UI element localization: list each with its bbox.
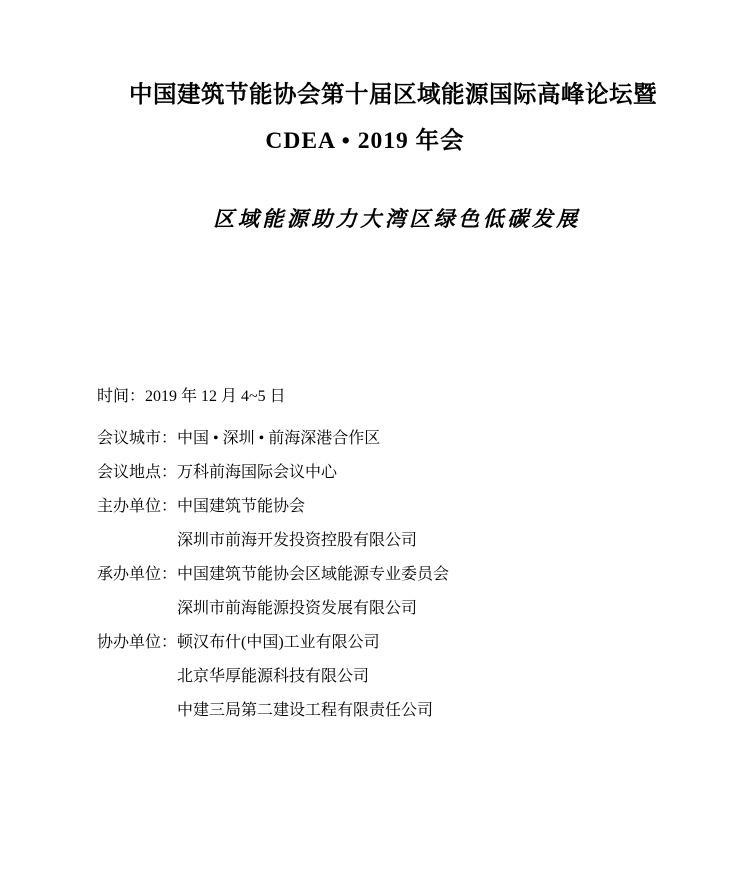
coorganizer-label: 协办单位： xyxy=(97,634,178,651)
organizer-value-1: 中国建筑节能协会区域能源专业委员会 xyxy=(177,566,450,583)
organizer-label: 承办单位： xyxy=(97,566,178,583)
city-values xyxy=(177,422,380,456)
host-value-2: 深圳市前海开发投资控股有限公司 xyxy=(177,532,418,549)
host-values xyxy=(177,490,417,558)
venue-label: 会议地点： xyxy=(97,464,178,481)
info-row-city xyxy=(97,422,756,456)
venue-values xyxy=(177,456,337,490)
title-line-2: CDEA • 2019 年会 xyxy=(265,128,465,154)
title-line-1: 中国建筑节能协会第十届区域能源国际高峰论坛暨 xyxy=(129,82,657,108)
coorganizer-value-3: 中建三局第二建设工程有限责任公司 xyxy=(177,702,434,719)
coorganizer-value-2: 北京华厚能源科技有限公司 xyxy=(177,668,370,685)
organizer-value-2: 深圳市前海能源投资发展有限公司 xyxy=(177,600,418,617)
info-row-venue xyxy=(97,456,756,490)
info-row-time xyxy=(97,380,756,414)
info-row-host xyxy=(97,490,756,558)
coorganizer-value-1: 顿汉布什(中国)工业有限公司 xyxy=(177,634,380,651)
time-label: 时间： xyxy=(97,388,146,405)
document-subtitle: 区域能源助力大湾区绿色低碳发展 xyxy=(213,207,581,231)
venue-value: 万科前海国际会议中心 xyxy=(177,464,338,481)
organizer-values xyxy=(177,558,449,626)
conference-info-block xyxy=(0,380,756,728)
info-row-organizer xyxy=(97,558,756,626)
host-value-1: 中国建筑节能协会 xyxy=(177,498,306,515)
time-value: 2019 年 12 月 4~5 日 xyxy=(145,388,286,405)
host-label: 主办单位： xyxy=(97,498,178,515)
time-values xyxy=(145,380,286,414)
city-value: 中国 • 深圳 • 前海深港合作区 xyxy=(177,430,381,447)
document-title xyxy=(15,0,756,164)
coorganizer-values xyxy=(177,626,433,728)
info-row-coorganizer xyxy=(97,626,756,728)
city-label: 会议城市： xyxy=(97,430,178,447)
